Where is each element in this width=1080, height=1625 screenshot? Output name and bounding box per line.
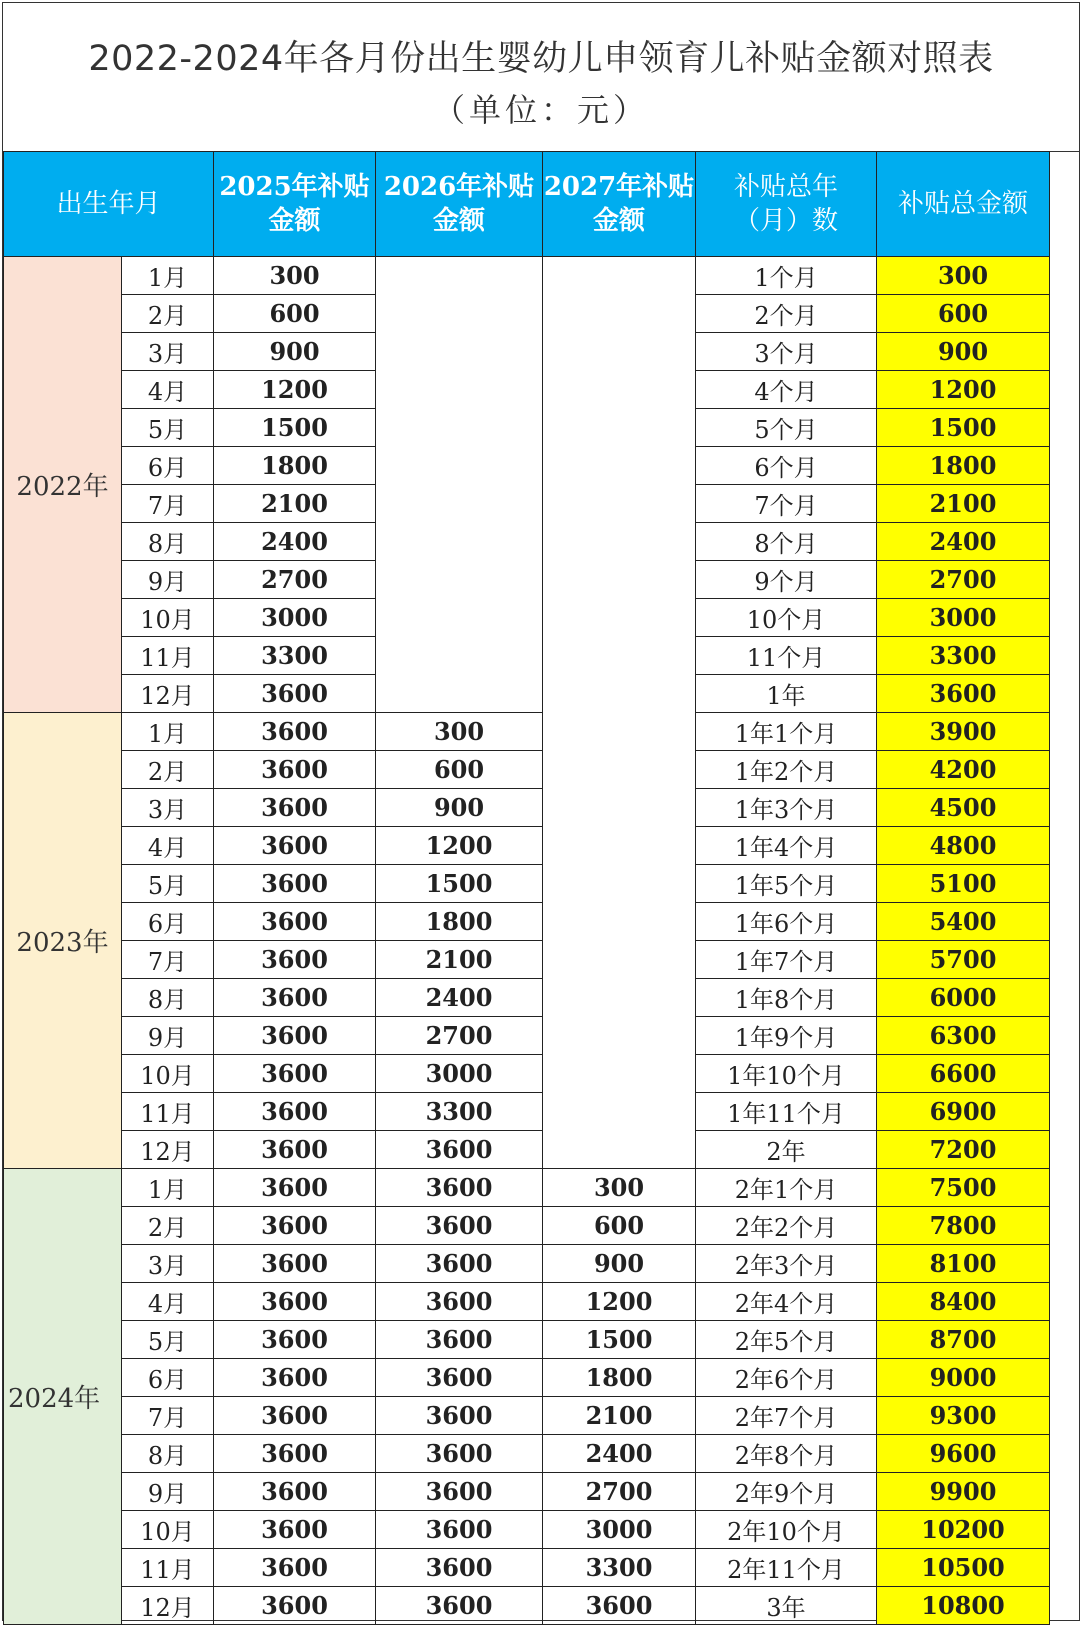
month-cell: 8月 (122, 979, 214, 1017)
duration-cell: 1年2个月 (696, 751, 877, 789)
subsidy-2026-cell: 1800 (376, 903, 543, 941)
subsidy-2026-cell: 1500 (376, 865, 543, 903)
subsidy-2025-cell: 1800 (214, 447, 376, 485)
subsidy-2025-cell: 3600 (214, 827, 376, 865)
total-amount-cell: 8400 (877, 1283, 1050, 1321)
subsidy-2025-cell: 3600 (214, 903, 376, 941)
duration-cell: 2年3个月 (696, 1245, 877, 1283)
subsidy-2026-cell: 2400 (376, 979, 543, 1017)
duration-cell: 1年4个月 (696, 827, 877, 865)
subsidy-2026-cell: 1200 (376, 827, 543, 865)
subsidy-2025-cell: 3600 (214, 1169, 376, 1207)
table-row (4, 1055, 1050, 1093)
month-cell: 1月 (122, 713, 214, 751)
total-amount-cell: 6600 (877, 1055, 1050, 1093)
month-cell: 10月 (122, 1055, 214, 1093)
subsidy-2026-cell: 3600 (376, 1245, 543, 1283)
table-row (4, 1549, 1050, 1587)
duration-cell: 2年1个月 (696, 1169, 877, 1207)
total-amount-cell: 1800 (877, 447, 1050, 485)
month-cell: 1月 (122, 257, 214, 295)
duration-cell: 2个月 (696, 295, 877, 333)
month-cell: 10月 (122, 599, 214, 637)
subsidy-2026-cell: 900 (376, 789, 543, 827)
subsidy-2026-cell: 3600 (376, 1131, 543, 1169)
table-row (4, 1093, 1050, 1131)
total-amount-cell: 600 (877, 295, 1050, 333)
total-amount-cell: 300 (877, 257, 1050, 295)
table-row (4, 713, 1050, 751)
month-cell: 2月 (122, 751, 214, 789)
unit-note: （单位：元） (432, 91, 649, 129)
subsidy-2026-cell: 3600 (376, 1511, 543, 1549)
subsidy-2027-cell: 3000 (543, 1511, 696, 1549)
duration-cell: 3个月 (696, 333, 877, 371)
total-amount-cell: 5400 (877, 903, 1050, 941)
month-cell: 12月 (122, 675, 214, 713)
subsidy-2025-cell: 3600 (214, 1587, 376, 1625)
subsidy-2026-cell: 3300 (376, 1093, 543, 1131)
subsidy-2025-cell: 2400 (214, 523, 376, 561)
subsidy-2027-cell: 2700 (543, 1473, 696, 1511)
subsidy-sheet (2, 2, 1080, 1621)
duration-cell: 4个月 (696, 371, 877, 409)
duration-cell: 1年3个月 (696, 789, 877, 827)
duration-cell: 10个月 (696, 599, 877, 637)
total-amount-cell: 8100 (877, 1245, 1050, 1283)
subsidy-2025-cell: 3600 (214, 789, 376, 827)
table-row (4, 1169, 1050, 1207)
duration-cell: 2年9个月 (696, 1473, 877, 1511)
subsidy-2025-cell: 3600 (214, 941, 376, 979)
duration-cell: 7个月 (696, 485, 877, 523)
duration-cell: 2年4个月 (696, 1283, 877, 1321)
subsidy-2026-cell: 3600 (376, 1283, 543, 1321)
month-cell: 7月 (122, 1397, 214, 1435)
total-amount-cell: 3900 (877, 713, 1050, 751)
total-amount-cell: 7200 (877, 1131, 1050, 1169)
subsidy-2025-cell: 3600 (214, 1549, 376, 1587)
total-amount-cell: 9000 (877, 1359, 1050, 1397)
subsidy-2026-cell: 3600 (376, 1549, 543, 1587)
header-duration: 补贴总年 （月）数 (696, 152, 877, 257)
total-amount-cell: 2700 (877, 561, 1050, 599)
duration-cell: 5个月 (696, 409, 877, 447)
total-amount-cell: 4800 (877, 827, 1050, 865)
subsidy-2025-cell: 3600 (214, 1359, 376, 1397)
subsidy-2025-cell: 3600 (214, 1321, 376, 1359)
month-cell: 3月 (122, 333, 214, 371)
duration-cell: 2年11个月 (696, 1549, 877, 1587)
year-label: 2022年 (4, 257, 122, 713)
table-row (4, 1359, 1050, 1397)
subsidy-2025-cell: 3600 (214, 1093, 376, 1131)
duration-cell: 2年10个月 (696, 1511, 877, 1549)
month-cell: 4月 (122, 827, 214, 865)
total-amount-cell: 4200 (877, 751, 1050, 789)
total-amount-cell: 6000 (877, 979, 1050, 1017)
month-cell: 6月 (122, 903, 214, 941)
month-cell: 6月 (122, 447, 214, 485)
subsidy-2026-cell: 3000 (376, 1055, 543, 1093)
subsidy-2026-cell: 3600 (376, 1587, 543, 1625)
subsidy-2026-cell: 3600 (376, 1207, 543, 1245)
subsidy-2025-cell: 3600 (214, 1017, 376, 1055)
month-cell: 12月 (122, 1587, 214, 1625)
subsidy-2027-cell: 2400 (543, 1435, 696, 1473)
duration-cell: 8个月 (696, 523, 877, 561)
table-row (4, 1017, 1050, 1055)
title-block (3, 3, 1079, 152)
year-label: 2023年 (4, 713, 122, 1169)
table-row (4, 789, 1050, 827)
table-row (4, 751, 1050, 789)
table-row (4, 1587, 1050, 1625)
table-row (4, 979, 1050, 1017)
duration-cell: 2年2个月 (696, 1207, 877, 1245)
subsidy-2025-cell: 3600 (214, 1245, 376, 1283)
subsidy-2027-cell: 1200 (543, 1283, 696, 1321)
total-amount-cell: 5700 (877, 941, 1050, 979)
month-cell: 11月 (122, 1093, 214, 1131)
month-cell: 8月 (122, 1435, 214, 1473)
subsidy-2025-cell: 1200 (214, 371, 376, 409)
subsidy-2025-cell: 1500 (214, 409, 376, 447)
duration-cell: 1年11个月 (696, 1093, 877, 1131)
duration-cell: 1年5个月 (696, 865, 877, 903)
month-cell: 11月 (122, 1549, 214, 1587)
subsidy-2025-cell: 600 (214, 295, 376, 333)
subsidy-2025-cell: 3600 (214, 713, 376, 751)
duration-cell: 1个月 (696, 257, 877, 295)
total-amount-cell: 2100 (877, 485, 1050, 523)
total-amount-cell: 1500 (877, 409, 1050, 447)
subsidy-2025-cell: 3600 (214, 1283, 376, 1321)
duration-cell: 3年 (696, 1587, 877, 1625)
header-total: 补贴总金额 (877, 152, 1050, 257)
duration-cell: 1年 (696, 675, 877, 713)
subsidy-2027-cell: 600 (543, 1207, 696, 1245)
total-amount-cell: 1200 (877, 371, 1050, 409)
total-amount-cell: 3300 (877, 637, 1050, 675)
subsidy-2025-cell: 3600 (214, 1473, 376, 1511)
total-amount-cell: 8700 (877, 1321, 1050, 1359)
duration-cell: 11个月 (696, 637, 877, 675)
month-cell: 6月 (122, 1359, 214, 1397)
header-2026-subsidy: 2026年补贴 金额 (376, 152, 543, 257)
duration-cell: 1年8个月 (696, 979, 877, 1017)
subsidy-2026-cell: 3600 (376, 1169, 543, 1207)
month-cell: 9月 (122, 561, 214, 599)
subsidy-2026-cell: 3600 (376, 1397, 543, 1435)
table-row (4, 1473, 1050, 1511)
header-2027-subsidy: 2027年补贴 金额 (543, 152, 696, 257)
table-row (4, 1511, 1050, 1549)
subsidy-2026-cell: 2100 (376, 941, 543, 979)
subsidy-table (3, 151, 1050, 1625)
table-row (4, 827, 1050, 865)
subsidy-2027-cell: 1800 (543, 1359, 696, 1397)
subsidy-2025-cell: 3600 (214, 1397, 376, 1435)
month-cell: 5月 (122, 865, 214, 903)
month-cell: 8月 (122, 523, 214, 561)
month-cell: 7月 (122, 941, 214, 979)
table-row (4, 257, 1050, 295)
empty-cell (543, 257, 696, 1169)
duration-cell: 9个月 (696, 561, 877, 599)
table-row (4, 1283, 1050, 1321)
empty-cell (376, 257, 543, 713)
subsidy-2026-cell: 3600 (376, 1473, 543, 1511)
table-row (4, 1207, 1050, 1245)
month-cell: 4月 (122, 1283, 214, 1321)
total-amount-cell: 3600 (877, 675, 1050, 713)
subsidy-2025-cell: 3600 (214, 1435, 376, 1473)
subsidy-2026-cell: 3600 (376, 1321, 543, 1359)
subsidy-2025-cell: 2700 (214, 561, 376, 599)
total-amount-cell: 4500 (877, 789, 1050, 827)
subsidy-2025-cell: 3600 (214, 751, 376, 789)
total-amount-cell: 10800 (877, 1587, 1050, 1625)
subsidy-2027-cell: 3600 (543, 1587, 696, 1625)
month-cell: 2月 (122, 1207, 214, 1245)
subsidy-2027-cell: 300 (543, 1169, 696, 1207)
total-amount-cell: 7800 (877, 1207, 1050, 1245)
header-birth-month: 出生年月 (4, 152, 214, 257)
table-row (4, 1245, 1050, 1283)
subsidy-2025-cell: 300 (214, 257, 376, 295)
header-2025-subsidy: 2025年补贴 金额 (214, 152, 376, 257)
subsidy-2026-cell: 600 (376, 751, 543, 789)
month-cell: 7月 (122, 485, 214, 523)
total-amount-cell: 9600 (877, 1435, 1050, 1473)
header-row (4, 152, 1050, 257)
total-amount-cell: 7500 (877, 1169, 1050, 1207)
month-cell: 3月 (122, 789, 214, 827)
total-amount-cell: 10200 (877, 1511, 1050, 1549)
month-cell: 11月 (122, 637, 214, 675)
duration-cell: 2年8个月 (696, 1435, 877, 1473)
duration-cell: 2年 (696, 1131, 877, 1169)
table-row (4, 1435, 1050, 1473)
subsidy-2025-cell: 3000 (214, 599, 376, 637)
subsidy-2026-cell: 3600 (376, 1359, 543, 1397)
subsidy-2025-cell: 900 (214, 333, 376, 371)
total-amount-cell: 6900 (877, 1093, 1050, 1131)
month-cell: 4月 (122, 371, 214, 409)
table-row (4, 1321, 1050, 1359)
subsidy-2027-cell: 900 (543, 1245, 696, 1283)
total-amount-cell: 5100 (877, 865, 1050, 903)
subsidy-2027-cell: 3300 (543, 1549, 696, 1587)
subsidy-2027-cell: 2100 (543, 1397, 696, 1435)
subsidy-2025-cell: 3600 (214, 865, 376, 903)
table-row (4, 903, 1050, 941)
table-row (4, 1131, 1050, 1169)
month-cell: 12月 (122, 1131, 214, 1169)
duration-cell: 2年7个月 (696, 1397, 877, 1435)
subsidy-2027-cell: 1500 (543, 1321, 696, 1359)
table-row (4, 941, 1050, 979)
subsidy-2025-cell: 3600 (214, 1511, 376, 1549)
year-label: 2024年 (4, 1169, 122, 1625)
month-cell: 9月 (122, 1473, 214, 1511)
duration-cell: 1年10个月 (696, 1055, 877, 1093)
subsidy-2026-cell: 3600 (376, 1435, 543, 1473)
subsidy-2025-cell: 3600 (214, 1131, 376, 1169)
month-cell: 5月 (122, 409, 214, 447)
duration-cell: 2年5个月 (696, 1321, 877, 1359)
total-amount-cell: 9300 (877, 1397, 1050, 1435)
month-cell: 10月 (122, 1511, 214, 1549)
total-amount-cell: 9900 (877, 1473, 1050, 1511)
month-cell: 5月 (122, 1321, 214, 1359)
month-cell: 3月 (122, 1245, 214, 1283)
duration-cell: 6个月 (696, 447, 877, 485)
total-amount-cell: 900 (877, 333, 1050, 371)
subsidy-2026-cell: 2700 (376, 1017, 543, 1055)
page-title: 2022-2024年各月份出生婴幼儿申领育儿补贴金额对照表 (88, 39, 994, 79)
table-row (4, 865, 1050, 903)
subsidy-2025-cell: 3300 (214, 637, 376, 675)
subsidy-2025-cell: 3600 (214, 1207, 376, 1245)
total-amount-cell: 3000 (877, 599, 1050, 637)
subsidy-2025-cell: 3600 (214, 1055, 376, 1093)
duration-cell: 1年9个月 (696, 1017, 877, 1055)
subsidy-2025-cell: 2100 (214, 485, 376, 523)
duration-cell: 1年1个月 (696, 713, 877, 751)
total-amount-cell: 2400 (877, 523, 1050, 561)
table-body (4, 257, 1050, 1625)
subsidy-2025-cell: 3600 (214, 979, 376, 1017)
table-row (4, 1397, 1050, 1435)
duration-cell: 2年6个月 (696, 1359, 877, 1397)
month-cell: 2月 (122, 295, 214, 333)
subsidy-2025-cell: 3600 (214, 675, 376, 713)
month-cell: 9月 (122, 1017, 214, 1055)
duration-cell: 1年7个月 (696, 941, 877, 979)
month-cell: 1月 (122, 1169, 214, 1207)
subsidy-2026-cell: 300 (376, 713, 543, 751)
duration-cell: 1年6个月 (696, 903, 877, 941)
total-amount-cell: 10500 (877, 1549, 1050, 1587)
total-amount-cell: 6300 (877, 1017, 1050, 1055)
